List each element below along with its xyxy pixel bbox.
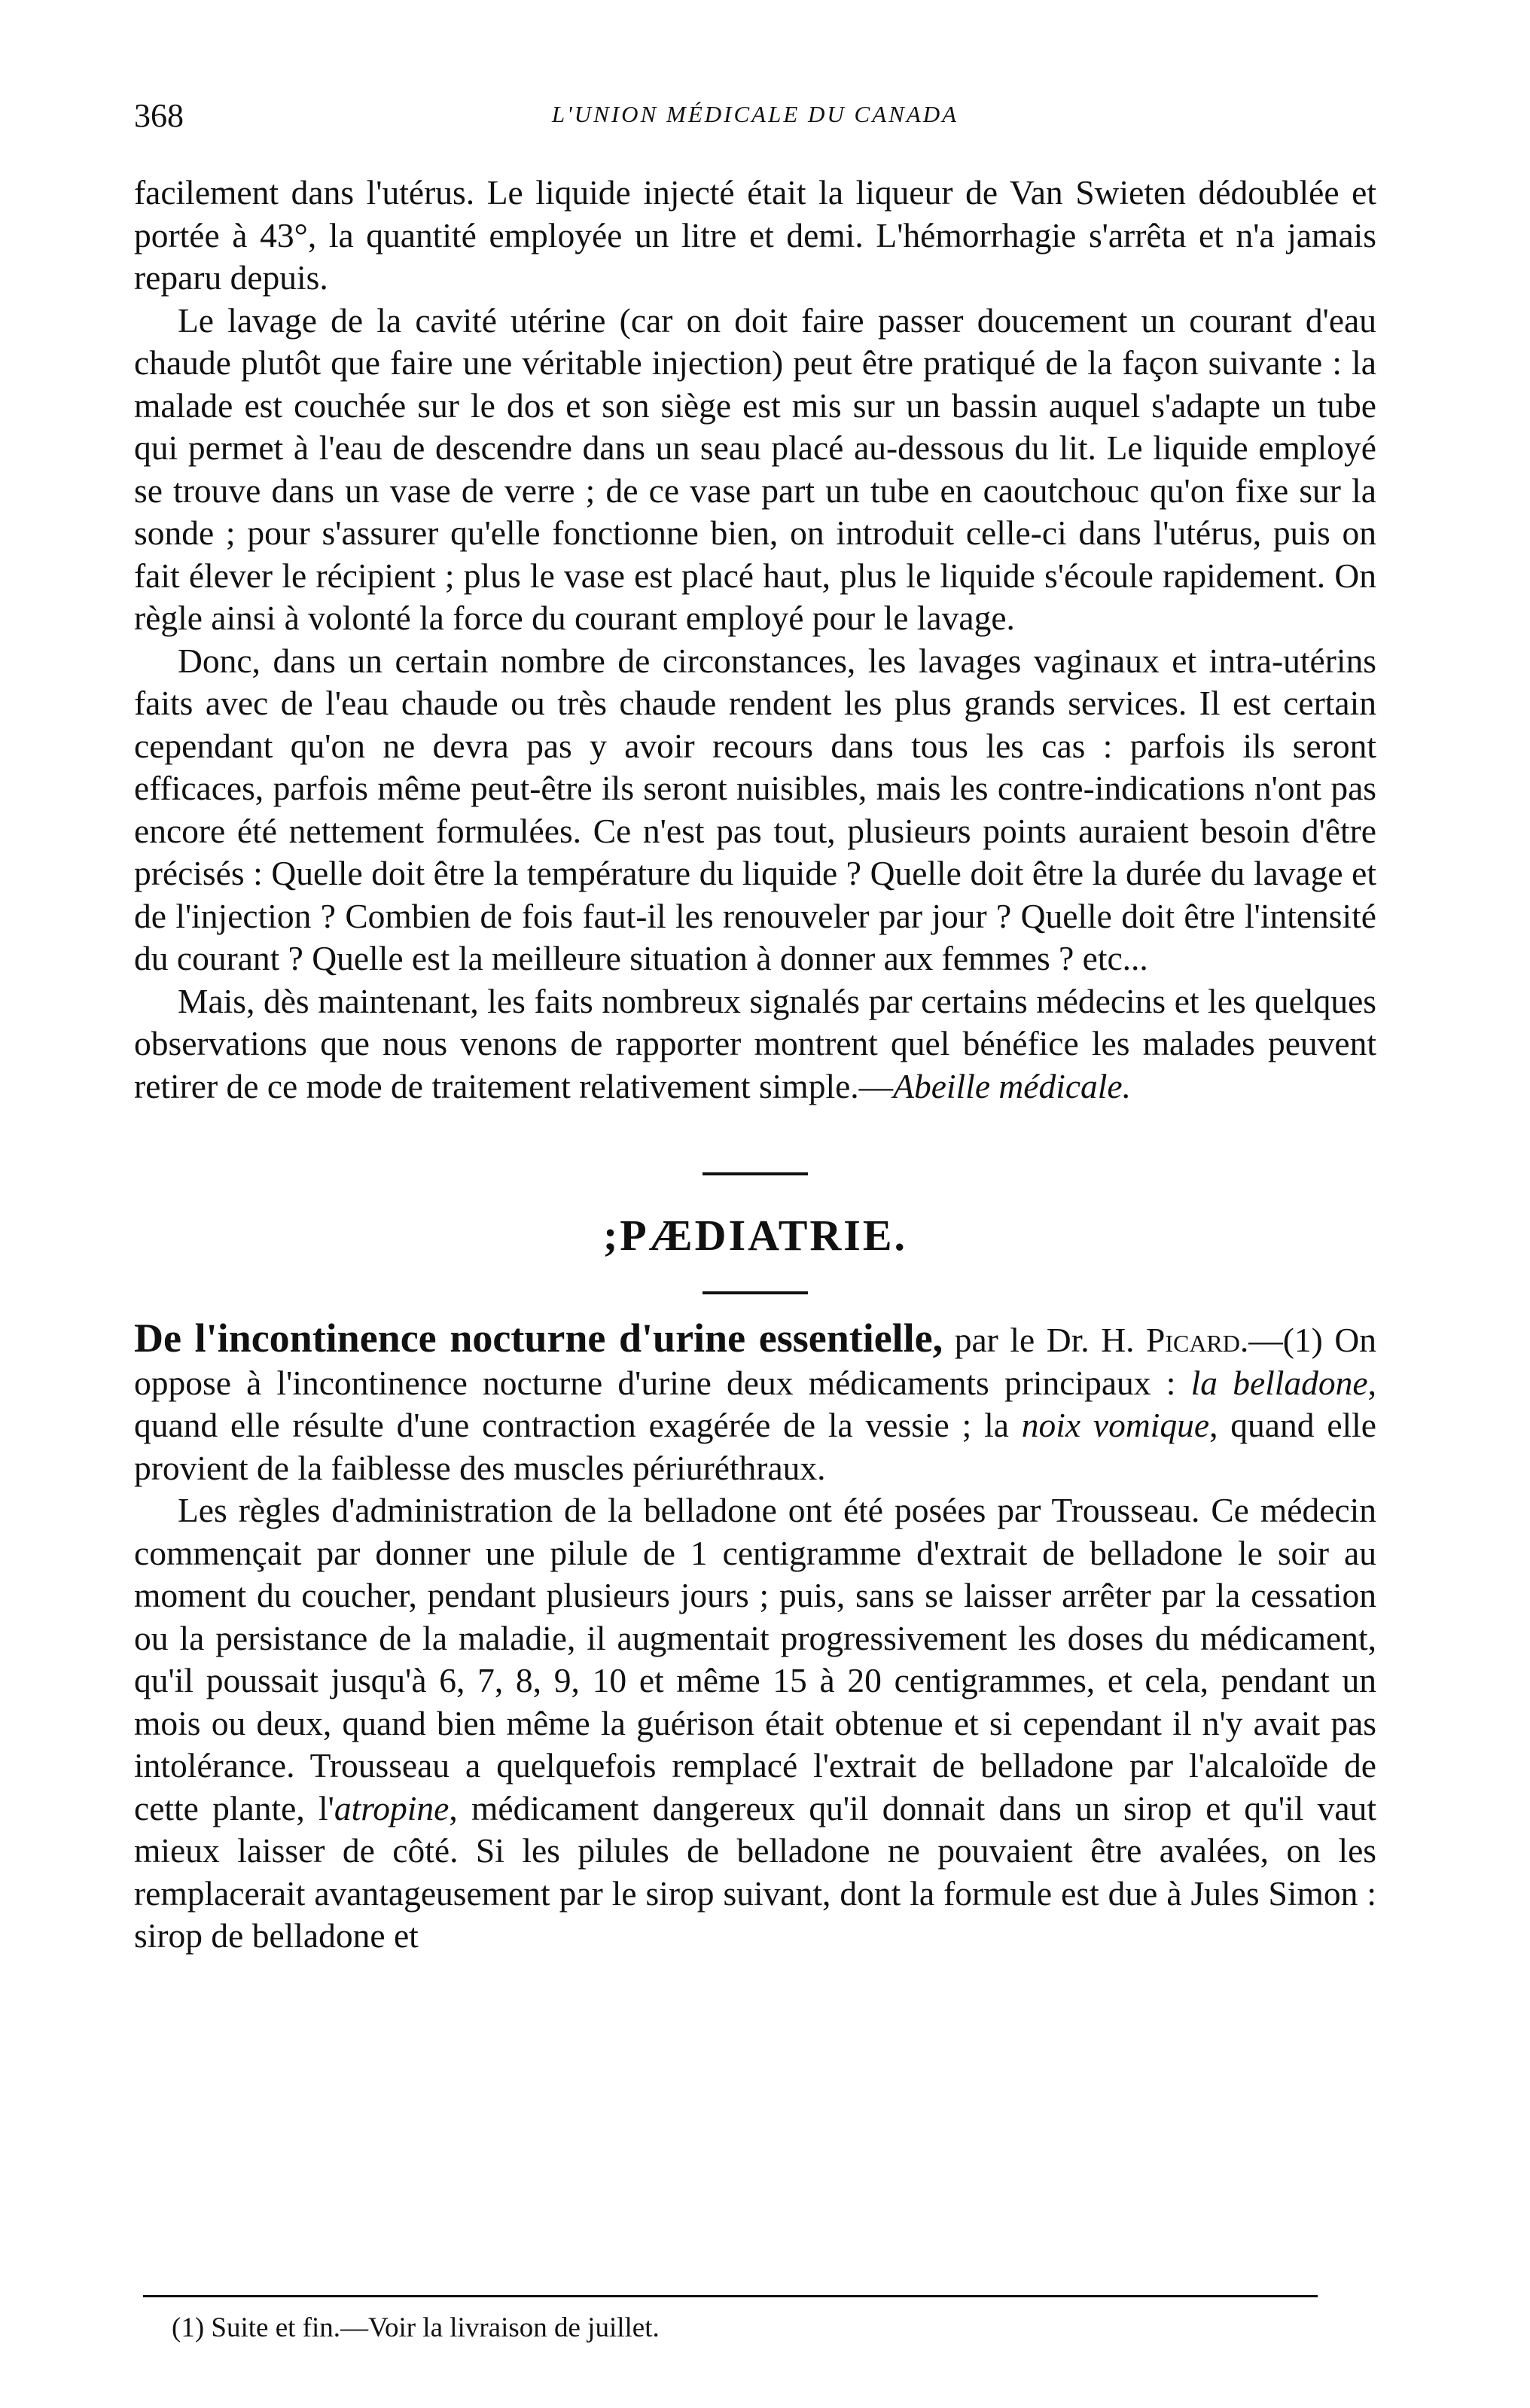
body-text — [134, 172, 1376, 1958]
page-header — [134, 96, 1376, 142]
article-text-1c: , quand elle résulte d'une contraction exagérée de la vessie ; la — [134, 1363, 1376, 1444]
article-text-1e: , quand elle provient de la faiblesse des muscles périuréthraux. — [134, 1406, 1376, 1487]
footnote-rule — [143, 2295, 1318, 2297]
paragraph-3: Donc, dans un certain nombre de circonstances, les lavages vaginaux et intra-utérins faits avec de l'eau chaude ou très chaude rendent les plus grands services. Il est certain cependant qu'on ne devra pas y avoir recours dans tous les cas : parfois ils seront efficaces, parfois même peut-être ils seront nuisibles, mais les contre-indications n'ont pas encore été nettement formulées. Ce n'est pas tout, plusieurs points auraient besoin d'être précisés : Quelle doit être la température du liquide ? Quelle doit être la durée du lavage et de l'injection ? Combien de fois faut-il les renouveler par jour ? Quelle doit être l'intensité du courant ? Quelle est la meilleure situation à donner aux femmes ? etc... — [134, 641, 1376, 977]
article-title: De l'incontinence nocturne d'urine essentielle, — [134, 1315, 943, 1361]
section-title: ;PÆDIATRIE. — [602, 1211, 908, 1260]
article-paragraph-2 — [134, 1489, 1376, 1958]
footnote: (1) Suite et fin.—Voir la livraison de juillet. — [172, 2312, 660, 2343]
article-byline: par le Dr. H. — [943, 1321, 1147, 1359]
paragraph-4 — [134, 980, 1376, 1108]
article-text-1a: On oppose à l'incontinence nocturne d'urine deux médicaments principaux : — [134, 1321, 1376, 1402]
footnote-reference: —(1) — [1248, 1321, 1323, 1359]
article-term-atropine: atropine — [334, 1788, 450, 1827]
paragraph-2: Le lavage de la cavité utérine (car on doit faire passer doucement un courant d'eau chaude plutôt que faire une véritable injection) peut être pratiqué de la façon suivante : la malade est couchée sur le dos et son siège est mis sur un bassin auquel s'adapte un tube qui permet à l'eau de descendre dans un seau placé au-dessous du lit. Le liquide employé se trouve dans un vase de verre ; de ce vase part un tube en caoutchouc qu'on fixe sur la sonde ; pour s'assurer qu'elle fonctionne bien, on introduit celle-ci dans l'utérus, puis on fait élever le récipient ; plus le vase est placé haut, plus le liquide s'écoule rapidement. On règle ainsi à volonté la force du courant employé pour le lavage. — [134, 300, 1376, 637]
paragraph-1: facilement dans l'utérus. Le liquide injecté était la liqueur de Van Swieten dédoublée et portée à 43°, la quantité employée un litre et demi. L'hémorrhagie s'arrêta et n'a jamais reparu depuis. — [134, 173, 1376, 297]
paragraph-4-source: Abeille médicale. — [893, 1066, 1131, 1105]
article-term-belladone: la belladone — [1190, 1363, 1368, 1402]
running-title: L'UNION MÉDICALE DU CANADA — [551, 101, 959, 127]
article-text-2c: , médicament dangereux qu'il donnait dans un sirop et qu'il vaut mieux laisser de côté. Si les pilules de belladone ne pouvaient être avalées, on les remplacerait avantageusement par le sirop suivant, dont la formule est due à Jules Simon : sirop de belladone et — [134, 1788, 1376, 1955]
page-number: 368 — [134, 97, 184, 134]
article-text-2a: Les règles d'administration de la belladone ont été posées par Trousseau. Ce médecin commençait par donner une pilule de 1 centigramme d'extrait de belladone le soir au moment du coucher, pendant plusieurs jours ; puis, sans se laisser arrêter par la cessation ou la persistance de la maladie, il augmentait progressivement les doses du médicament, qu'il poussait jusqu'à 6, 7, 8, 9, 10 et même 15 à 20 centigrammes, et cela, pendant un mois ou deux, quand bien même la guérison était obtenue et si cependant il n'y avait pas intolérance. Trousseau a quelquefois remplacé l'extrait de belladone par l'alcaloïde de cette plante, l' — [134, 1491, 1376, 1827]
paragraph-4-text: Mais, dès maintenant, les faits nombreux signalés par certains médecins et les quelques observations que nous venons de rapporter montrent quel bénéfice les malades peuvent retirer de ce mode de traitement relativement simple.— — [134, 981, 1376, 1105]
article-author: Picard. — [1146, 1321, 1249, 1359]
article-term-noix-vomique: noix vomique — [1021, 1406, 1210, 1444]
article-paragraph-1 — [134, 1317, 1376, 1489]
